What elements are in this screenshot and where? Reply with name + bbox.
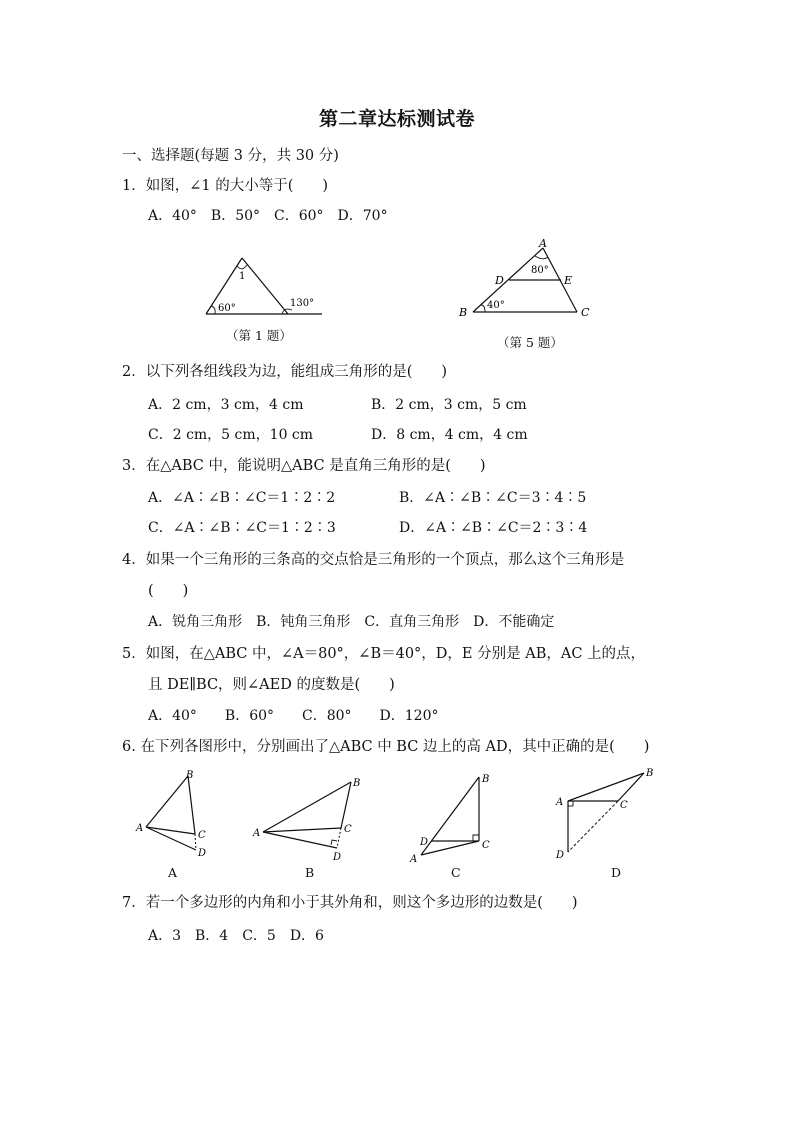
fig6a-vertex-B: B xyxy=(186,770,194,781)
question-3-stem: 3．在△ABC 中，能说明△ABC 是直角三角形的是( ) xyxy=(122,458,486,474)
question-7-options: A．3 B．4 C．5 D．6 xyxy=(148,928,324,944)
question-2-option-c: C．2 cm，5 cm，10 cm xyxy=(148,427,314,443)
angle-40-label: 40° xyxy=(487,300,505,311)
figure-q6-a-caption: A xyxy=(168,865,178,880)
angle-60-label: 60° xyxy=(218,303,236,314)
figure-q1-caption: （第 1 题） xyxy=(226,328,292,343)
angle-80-label: 80° xyxy=(531,265,549,276)
question-5-stem-continued: 且 DE∥BC，则∠AED 的度数是( ) xyxy=(148,677,395,693)
figure-q6-b-caption: B xyxy=(305,865,315,880)
question-2-option-d: D．8 cm，4 cm，4 cm xyxy=(371,427,528,443)
fig6a-vertex-A: A xyxy=(136,823,144,834)
figure-q6-c xyxy=(409,768,499,863)
fig6c-vertex-D: D xyxy=(420,837,429,848)
question-1-options: A．40° B．50° C．60° D．70° xyxy=(148,208,388,224)
vertex-B-label: B xyxy=(459,306,468,319)
fig6b-vertex-D: D xyxy=(333,852,342,863)
figure-q6-b xyxy=(253,768,368,863)
question-1-stem: 1．如图，∠1 的大小等于( ) xyxy=(122,178,329,194)
vertex-C-label: C xyxy=(581,306,590,319)
question-2-option-b: B．2 cm，3 cm，5 cm xyxy=(371,397,527,413)
question-3-option-a: A．∠A∶∠B∶∠C＝1∶2∶2 xyxy=(148,490,336,506)
fig6d-vertex-D: D xyxy=(556,850,565,861)
question-4-stem: 4．如果一个三角形的三条高的交点恰是三角形的一个顶点，那么这个三角形是 xyxy=(122,552,625,568)
fig6b-vertex-B: B xyxy=(353,778,361,789)
section-heading: 一、选择题(每题 3 分，共 30 分) xyxy=(122,148,339,164)
fig6d-vertex-A: A xyxy=(556,797,564,808)
question-3-option-c: C．∠A∶∠B∶∠C＝1∶2∶3 xyxy=(148,520,336,536)
fig6c-vertex-C: C xyxy=(482,840,490,851)
fig6b-vertex-C: C xyxy=(344,824,352,835)
figure-q5-caption: （第 5 题） xyxy=(497,335,563,350)
fig6a-vertex-D: D xyxy=(198,848,207,859)
question-5-stem: 5．如图，在△ABC 中，∠A＝80°，∠B＝40°，D，E 分别是 AB，AC 上的点， xyxy=(122,646,646,662)
question-4-stem-continued: ( ) xyxy=(148,583,189,599)
fig6c-vertex-B: B xyxy=(482,774,490,785)
question-5-options: A．40° B．60° C．80° D．120° xyxy=(148,708,439,724)
figure-q6-d-caption: D xyxy=(611,865,622,880)
fig6b-vertex-A: A xyxy=(253,828,261,839)
question-3-option-d: D．∠A∶∠B∶∠C＝2∶3∶4 xyxy=(399,520,588,536)
angle-130-label: 130° xyxy=(290,298,315,309)
fig6c-vertex-A: A xyxy=(410,854,418,865)
figure-q5 xyxy=(455,236,595,321)
question-3-option-b: B．∠A∶∠B∶∠C＝3∶4∶5 xyxy=(399,490,587,506)
question-2-option-a: A．2 cm，3 cm，4 cm xyxy=(148,397,304,413)
angle-1-label: 1 xyxy=(239,271,246,282)
vertex-D-label: D xyxy=(495,274,504,287)
figure-q6-c-caption: C xyxy=(451,865,461,880)
vertex-A-label: A xyxy=(539,237,547,250)
fig6d-vertex-B: B xyxy=(646,768,654,779)
question-6-stem: 6. 在下列各图形中，分别画出了△ABC 中 BC 边上的高 AD，其中正确的是( ) xyxy=(122,739,650,755)
page-title: 第二章达标测试卷 xyxy=(318,108,475,130)
figure-q6-d xyxy=(552,764,662,859)
vertex-E-label: E xyxy=(564,274,573,287)
question-7-stem: 7．若一个多边形的内角和小于其外角和，则这个多边形的边数是( ) xyxy=(122,895,578,911)
question-4-options: A．锐角三角形 B．钝角三角形 C．直角三角形 D．不能确定 xyxy=(148,614,555,630)
fig6a-vertex-C: C xyxy=(198,830,206,841)
figure-q6-a xyxy=(134,768,214,863)
question-2-stem: 2．以下列各组线段为边，能组成三角形的是( ) xyxy=(122,364,448,380)
fig6d-vertex-C: C xyxy=(620,800,628,811)
figure-q1 xyxy=(200,248,340,328)
